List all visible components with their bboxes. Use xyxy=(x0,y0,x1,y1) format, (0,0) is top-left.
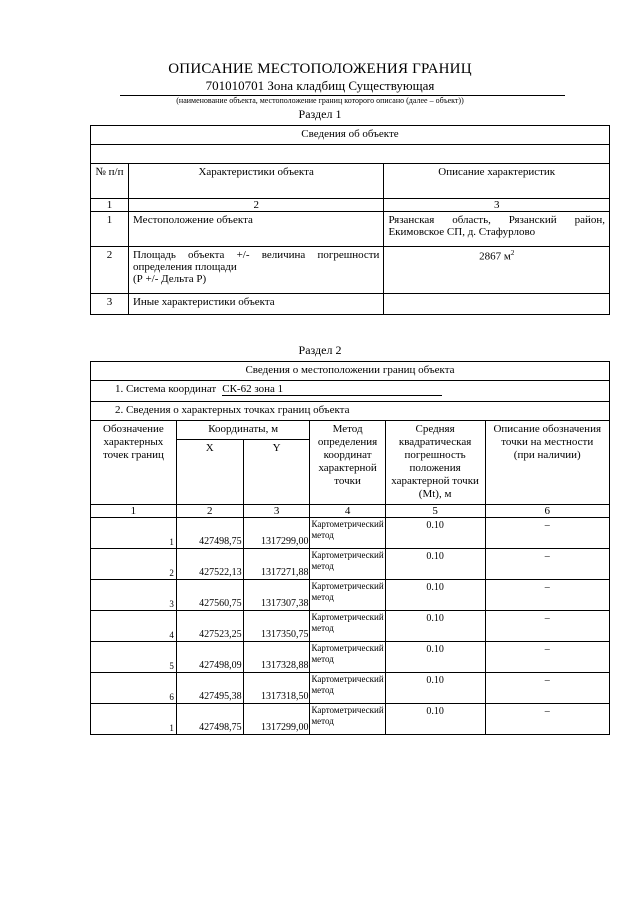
row-char-text2: (Р +/- Дельта Р) xyxy=(132,273,207,285)
col-index: 3 xyxy=(243,505,310,518)
point-method: Картометрический метод xyxy=(310,642,385,673)
table-row xyxy=(91,580,610,611)
object-info-table xyxy=(90,125,610,315)
table-row xyxy=(91,212,610,247)
point-number: 1 xyxy=(91,518,177,549)
head-precision: Средняя квадратическая погрешность положения характерной точки (Mt), м xyxy=(385,421,485,505)
area-value: 2867 м xyxy=(479,250,511,263)
col-index: 2 xyxy=(176,505,243,518)
point-x: 427522,13 xyxy=(176,549,243,580)
table-row xyxy=(91,247,610,294)
point-x: 427498,75 xyxy=(176,518,243,549)
point-precision: 0.10 xyxy=(385,549,485,580)
object-name: 701010701 Зона кладбищ Существующая xyxy=(205,78,435,93)
head-method: Метод определения координат характерной точки xyxy=(310,421,385,505)
coord-system-value: СК-62 зона 1 xyxy=(222,383,442,396)
point-number: 2 xyxy=(91,549,177,580)
point-description: – xyxy=(485,642,610,673)
table-row xyxy=(91,673,610,704)
section1-title: Раздел 1 xyxy=(298,107,342,121)
head-char: Характеристики объекта xyxy=(128,164,384,199)
point-description: – xyxy=(485,580,610,611)
col-index: 3 xyxy=(384,199,610,212)
point-description: – xyxy=(485,549,610,580)
point-x: 427560,75 xyxy=(176,580,243,611)
point-method: Картометрический метод xyxy=(310,580,385,611)
row-desc xyxy=(384,294,610,315)
point-precision: 0.10 xyxy=(385,642,485,673)
table-row xyxy=(91,518,610,549)
point-y: 1317318,50 xyxy=(243,673,310,704)
point-y: 1317271,88 xyxy=(243,549,310,580)
point-method: Картометрический метод xyxy=(310,611,385,642)
point-x: 427523,25 xyxy=(176,611,243,642)
point-method: Картометрический метод xyxy=(310,704,385,735)
row-char xyxy=(128,247,384,294)
row-char: Иные характеристики объекта xyxy=(128,294,384,315)
object-note: (наименование объекта, местоположение границ которого описано (далее – объект)) xyxy=(176,96,464,105)
row-char-text: Площадь объекта +/- величина погрешности определения площади xyxy=(132,249,380,273)
head-designation: Обозначение характерных точек границ xyxy=(91,421,177,505)
point-description: – xyxy=(485,673,610,704)
col-index: 1 xyxy=(91,199,129,212)
point-precision: 0.10 xyxy=(385,704,485,735)
col-index: 4 xyxy=(310,505,385,518)
section2-title: Раздел 2 xyxy=(298,343,342,357)
table-row xyxy=(91,294,610,315)
point-x: 427498,75 xyxy=(176,704,243,735)
coord-system-row xyxy=(91,381,610,402)
col-index: 5 xyxy=(385,505,485,518)
table-row xyxy=(91,549,610,580)
point-number: 5 xyxy=(91,642,177,673)
point-y: 1317350,75 xyxy=(243,611,310,642)
head-x: X xyxy=(176,440,243,505)
point-precision: 0.10 xyxy=(385,518,485,549)
point-precision: 0.10 xyxy=(385,611,485,642)
head-desc: Описание характеристик xyxy=(384,164,610,199)
point-number: 3 xyxy=(91,580,177,611)
col-index: 6 xyxy=(485,505,610,518)
point-description: – xyxy=(485,704,610,735)
head-y: Y xyxy=(243,440,310,505)
col-index: 1 xyxy=(91,505,177,518)
row-desc: Рязанская область, Рязанский район, Екимовское СП, д. Стафурлово xyxy=(384,212,610,247)
point-y: 1317299,00 xyxy=(243,704,310,735)
boundary-caption: Сведения о местоположении границ объекта xyxy=(91,362,610,381)
row-num: 1 xyxy=(91,212,129,247)
col-index: 2 xyxy=(128,199,384,212)
point-precision: 0.10 xyxy=(385,673,485,704)
point-number: 1 xyxy=(91,704,177,735)
row-num: 3 xyxy=(91,294,129,315)
point-y: 1317307,38 xyxy=(243,580,310,611)
head-description: Описание обозначения точки на местности (при наличии) xyxy=(485,421,610,505)
empty-row xyxy=(91,145,610,164)
point-precision: 0.10 xyxy=(385,580,485,611)
object-info-caption: Сведения об объекте xyxy=(91,126,610,145)
point-description: – xyxy=(485,518,610,549)
point-number: 6 xyxy=(91,673,177,704)
row-desc xyxy=(384,247,610,294)
point-method: Картометрический метод xyxy=(310,518,385,549)
point-x: 427498,09 xyxy=(176,642,243,673)
table-row xyxy=(91,642,610,673)
point-x: 427495,38 xyxy=(176,673,243,704)
boundary-table xyxy=(90,361,610,735)
point-y: 1317328,88 xyxy=(243,642,310,673)
table-row xyxy=(91,611,610,642)
row-char: Местоположение объекта xyxy=(128,212,384,247)
coord-system-label: 1. Система координат xyxy=(115,383,217,395)
points-label: 2. Сведения о характерных точках границ объекта xyxy=(91,402,610,421)
point-y: 1317299,00 xyxy=(243,518,310,549)
point-number: 4 xyxy=(91,611,177,642)
table-row xyxy=(91,704,610,735)
head-coords: Координаты, м xyxy=(176,421,310,440)
point-method: Картометрический метод xyxy=(310,549,385,580)
document-title: ОПИСАНИЕ МЕСТОПОЛОЖЕНИЯ ГРАНИЦ xyxy=(168,61,472,77)
point-description: – xyxy=(485,611,610,642)
head-num: № п/п xyxy=(91,164,129,199)
area-unit-sup: 2 xyxy=(510,249,515,257)
row-num: 2 xyxy=(91,247,129,294)
point-method: Картометрический метод xyxy=(310,673,385,704)
